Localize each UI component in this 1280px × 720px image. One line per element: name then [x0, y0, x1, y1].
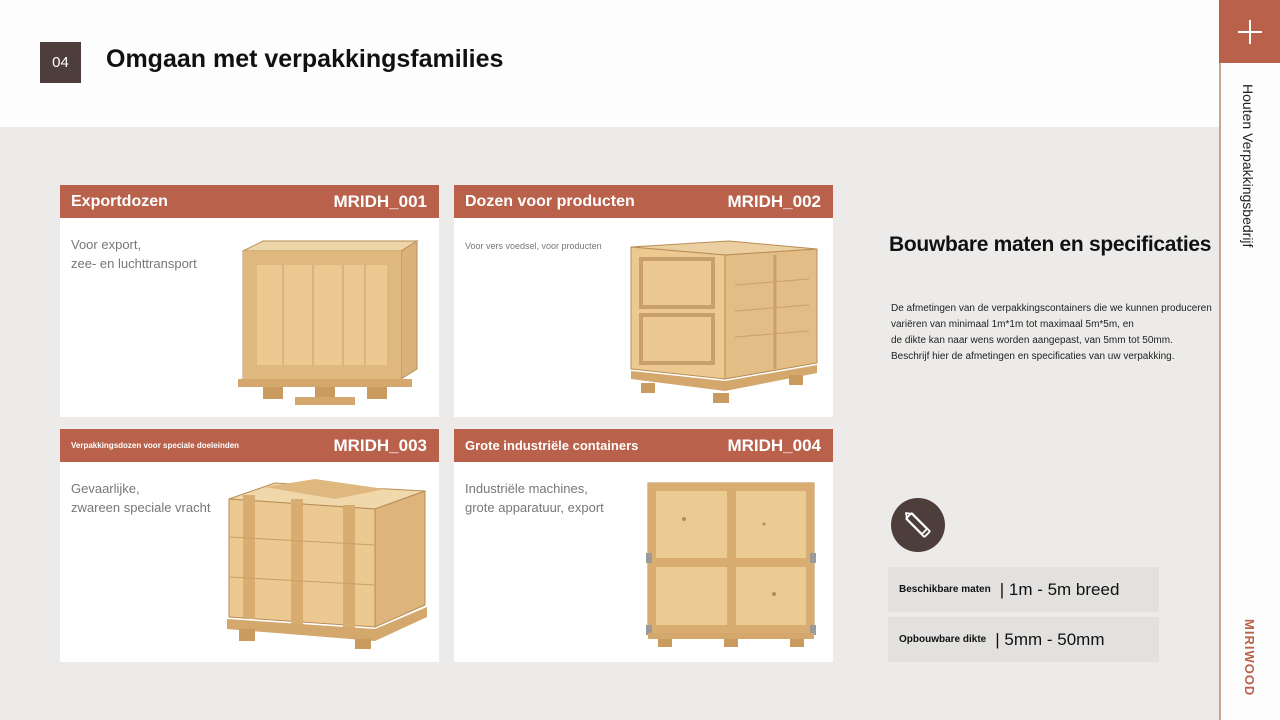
product-card-mridh-002 [454, 185, 833, 417]
card-description: Voor vers voedsel, voor producten [465, 241, 602, 251]
card-header [60, 429, 439, 462]
card-title: Dozen voor producten [465, 192, 635, 210]
specs-line: de dikte kan naar wens worden aangepast, van 5mm tot 50mm. [891, 335, 1173, 346]
product-card-mridh-001 [60, 185, 439, 417]
card-description: Industriële machines, grote apparatuur, export [465, 481, 604, 515]
plus-icon [1237, 19, 1263, 45]
plus-button[interactable] [1219, 0, 1280, 63]
card-code: MRIDH_003 [333, 435, 427, 455]
spec-label: Beschikbare maten [899, 584, 991, 595]
specs-line: variëren van minimaal 1m*1m tot maximaal 5m*5m, en [891, 319, 1134, 330]
card-header [454, 185, 833, 218]
section-number-badge: 04 [40, 42, 81, 83]
export-crate-image [235, 237, 420, 409]
product-card-mridh-003 [60, 429, 439, 662]
spec-label: Opbouwbare dikte [899, 634, 987, 645]
specs-line: De afmetingen van de verpakkingscontainers die we kunnen produceren [891, 303, 1212, 314]
ruler-pencil-icon [891, 498, 945, 552]
product-card-mridh-004 [454, 429, 833, 662]
industrial-container-image [644, 479, 819, 651]
card-header [60, 185, 439, 218]
company-name: Houten Verpakkingsbedrijf [1240, 84, 1256, 248]
card-description: Gevaarlijke, zwareen speciale vracht [71, 481, 211, 515]
product-crate-image [629, 237, 819, 409]
special-crate-image [225, 477, 430, 652]
spec-value: | 5mm - 50mm [995, 629, 1105, 649]
card-code: MRIDH_004 [727, 435, 821, 455]
card-title: Verpakkingsdozen voor speciale doeleinden [71, 441, 240, 450]
card-header [454, 429, 833, 462]
card-code: MRIDH_002 [727, 191, 821, 211]
spec-row-sizes [888, 567, 1159, 612]
specs-line: Beschrijf hier de afmetingen en specificaties van uw verpakking. [891, 351, 1175, 362]
spec-value: | 1m - 5m breed [999, 579, 1120, 599]
specs-description [891, 301, 1221, 365]
page-title: Omgaan met verpakkingsfamilies [106, 45, 504, 73]
specs-title: Bouwbare maten en specificaties [889, 233, 1212, 256]
card-description: Voor export, zee- en luchttransport [71, 237, 197, 271]
card-title: Exportdozen [71, 192, 168, 210]
spec-row-thickness [888, 617, 1159, 662]
card-code: MRIDH_001 [333, 191, 427, 211]
brand-logo: MIRIWOOD [1242, 619, 1257, 697]
card-title: Grote industriële containers [465, 438, 639, 453]
